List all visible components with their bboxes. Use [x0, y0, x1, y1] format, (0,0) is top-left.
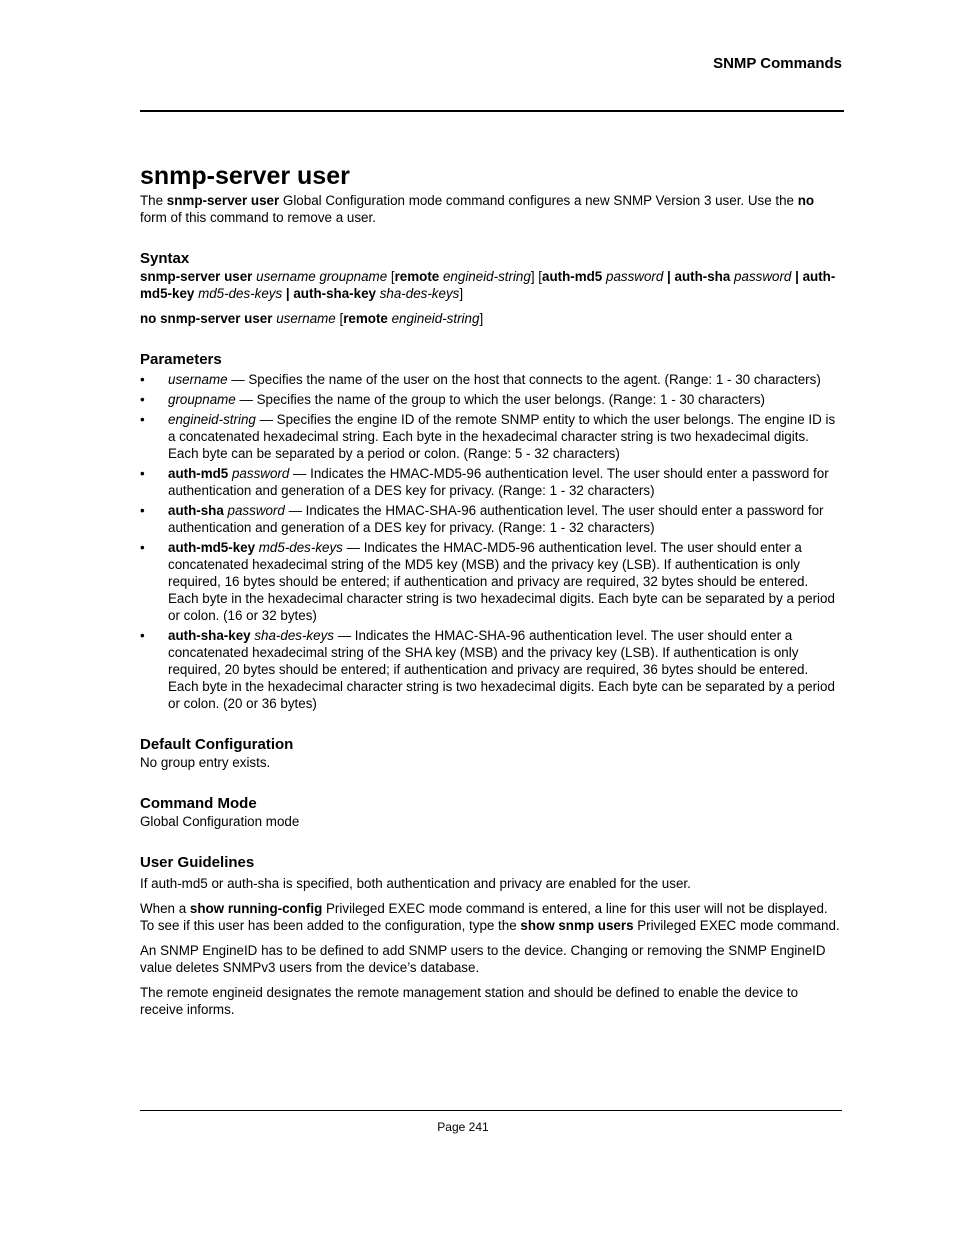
guideline-paragraph-3: An SNMP EngineID has to be defined to add SNMP users to the device. Changing or removing the SNMP EngineID value deletes SNMPv3 users from the device’s database.: [140, 943, 826, 975]
footer-divider: [140, 1110, 842, 1111]
default-config-heading: Default Configuration: [140, 736, 294, 753]
list-item: [140, 627, 842, 712]
param-keyword: auth-sha: [168, 503, 224, 518]
syntax-password-arg: password: [606, 269, 664, 284]
guideline-command-show-running-config: show running-config: [189, 901, 323, 916]
list-item: [140, 391, 842, 408]
default-config-text: No group entry exists.: [140, 755, 271, 770]
param-argument: groupname: [168, 392, 236, 407]
param-description: — Specifies the name of the user on the host that connects to the agent. (Range: 1 - 30 characters): [227, 372, 821, 387]
param-argument: password: [228, 466, 290, 481]
list-item: [140, 371, 842, 388]
page-title: snmp-server user: [140, 162, 350, 190]
syntax-auth-sha-key-keyword: auth-sha-key: [293, 286, 376, 301]
param-keyword: auth-sha-key: [168, 628, 251, 643]
syntax-bracket: ]: [479, 311, 484, 326]
guideline-paragraph-1: If auth-md5 or auth-sha is specified, both authentication and privacy are enabled for the user.: [140, 876, 691, 891]
bullet-icon: •: [140, 503, 145, 518]
list-item: [140, 502, 842, 536]
param-description: — Specifies the name of the group to which the user belongs. (Range: 1 - 30 characters): [235, 392, 765, 407]
param-argument: sha-des-keys: [250, 628, 334, 643]
guideline-text: Privileged EXEC mode command.: [633, 918, 840, 933]
user-guidelines-heading: User Guidelines: [140, 854, 255, 871]
header-divider: [140, 110, 844, 112]
param-keyword: auth-md5: [168, 466, 229, 481]
param-description: — Indicates the HMAC-MD5-96 authentication level. The user should enter a password for authentication and generation of a DES key for privacy. (Range: 1 - 32 characters): [168, 466, 829, 498]
intro-command: snmp-server user: [166, 193, 280, 208]
guideline-paragraph-2: [140, 900, 842, 934]
user-guidelines-section: [140, 854, 842, 1018]
list-item: [140, 465, 842, 499]
param-argument: md5-des-keys: [255, 540, 343, 555]
list-item: [140, 411, 842, 462]
syntax-md5-des-keys-arg: md5-des-keys: [198, 286, 283, 301]
param-argument: password: [223, 503, 285, 518]
syntax-bracket: ] [: [530, 269, 542, 284]
syntax-bracket: [: [335, 311, 344, 326]
guideline-paragraph-4: The remote engineid designates the remote management station and should be defined to enable the device to receive informs.: [140, 985, 799, 1017]
syntax-args: username groupname: [256, 269, 388, 284]
syntax-command: snmp-server user: [140, 269, 253, 284]
syntax-line-1: [140, 268, 842, 302]
bullet-icon: •: [140, 412, 145, 427]
syntax-remote-keyword: remote: [394, 269, 440, 284]
syntax-sha-des-keys-arg: sha-des-keys: [379, 286, 460, 301]
syntax-heading: Syntax: [140, 250, 190, 267]
syntax-auth-md5-key-keyword: auth-md5-key: [140, 269, 836, 301]
page-number: Page 241: [437, 1120, 489, 1134]
param-description: — Indicates the HMAC-MD5-96 authentication level. The user should enter a concatenated hexadecimal string of the MD5 key (MSB) and the privacy key (LSB). If authentication is only required, 16 bytes should be entered; if authentication and privacy are required, 32 bytes should be entered. Each byte in the hexadecimal character string is two hexadecimal digits. Each byte can be separated by a period or colon. (16 or 32 bytes): [168, 540, 835, 623]
guideline-text: When a: [140, 901, 190, 916]
syntax-no-command: no snmp-server user: [140, 311, 273, 326]
syntax-pipe: |: [663, 269, 675, 284]
list-item: [140, 539, 842, 624]
syntax-section: [140, 250, 842, 327]
param-argument: username: [168, 372, 228, 387]
command-mode-text: Global Configuration mode: [140, 814, 300, 829]
param-description: — Specifies the engine ID of the remote SNMP entity to which the user belongs. The engine ID is a concatenated hexadecimal string. Each byte in the hexadecimal character string is two hexadecimal digits. Each byte can be separated by a period or colon. (Range: 5 - 32 characters): [168, 412, 836, 461]
syntax-password-arg: password: [734, 269, 792, 284]
bullet-icon: •: [140, 466, 145, 481]
syntax-pipe: |: [791, 269, 799, 284]
bullet-icon: •: [140, 628, 145, 643]
param-keyword: auth-md5-key: [168, 540, 256, 555]
syntax-bracket: ]: [459, 286, 464, 301]
parameters-section: [140, 351, 842, 712]
parameters-list: [140, 371, 842, 712]
syntax-line-2: [140, 310, 842, 327]
intro-text-3: form of this command to remove a user.: [140, 210, 376, 225]
guideline-text: Privileged EXEC mode command is entered, a line for this user will not be displayed. To see if this user has been added to the configuration, type the: [140, 901, 828, 933]
syntax-bracket: [: [387, 269, 395, 284]
command-mode-section: [140, 795, 842, 830]
param-argument: engineid-string: [168, 412, 256, 427]
param-description: — Indicates the HMAC-SHA-96 authentication level. The user should enter a password for authentication and generation of a DES key for privacy. (Range: 1 - 32 characters): [168, 503, 824, 535]
page-content: [140, 160, 842, 1018]
syntax-pipe: |: [282, 286, 294, 301]
intro-no-keyword: no: [797, 193, 815, 208]
intro-paragraph: [140, 192, 842, 226]
param-description: — Indicates the HMAC-SHA-96 authentication level. The user should enter a concatenated hexadecimal string of the SHA key (MSB) and the privacy key (LSB). If authentication is only required, 20 bytes should be entered; if authentication and privacy are required, 36 bytes should be entered. Each byte in the hexadecimal character string is two hexadecimal digits. Each byte can be separated by a period or colon. (20 or 36 bytes): [168, 628, 835, 711]
bullet-icon: •: [140, 392, 145, 407]
syntax-engineid-arg: engineid-string: [442, 269, 531, 284]
intro-text-2: Global Configuration mode command configures a new SNMP Version 3 user. Use the: [279, 193, 798, 208]
default-config-section: [140, 736, 842, 771]
bullet-icon: •: [140, 372, 145, 387]
guideline-command-show-snmp-users: show snmp users: [520, 918, 634, 933]
command-mode-heading: Command Mode: [140, 795, 257, 812]
syntax-auth-sha-keyword: auth-sha: [674, 269, 731, 284]
intro-text-1: The: [140, 193, 167, 208]
bullet-icon: •: [140, 540, 145, 555]
syntax-username-arg: username: [276, 311, 336, 326]
parameters-heading: Parameters: [140, 351, 222, 368]
syntax-engineid-arg: engineid-string: [391, 311, 480, 326]
syntax-auth-md5-keyword: auth-md5: [542, 269, 603, 284]
syntax-remote-keyword: remote: [343, 311, 388, 326]
running-header: SNMP Commands: [713, 55, 842, 72]
